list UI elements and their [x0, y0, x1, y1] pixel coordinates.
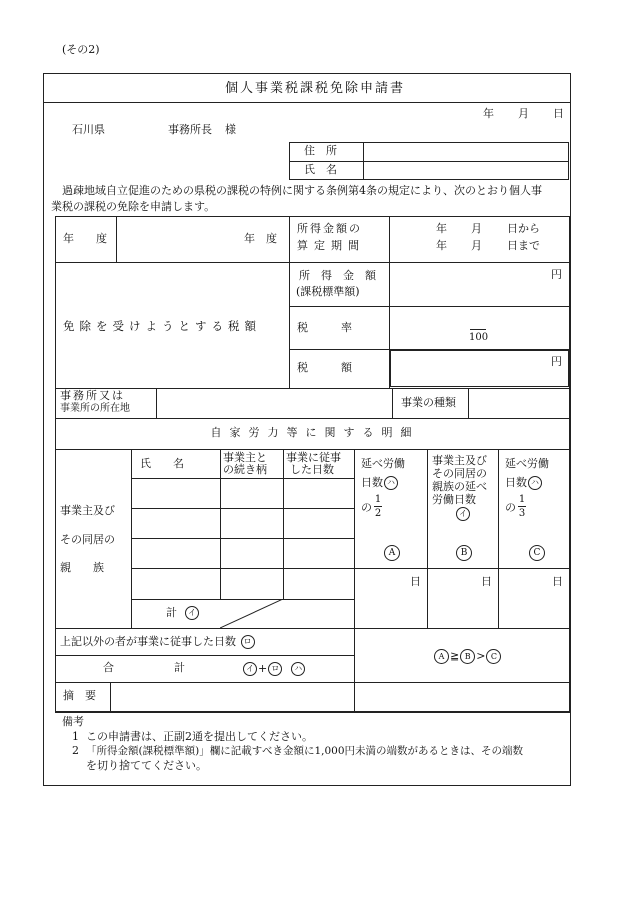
rate-denominator: 100 [469, 332, 489, 343]
income-unit: 円 [551, 268, 562, 281]
remarks-field[interactable] [112, 684, 568, 710]
date-day-label: 日 [553, 107, 564, 120]
period-to-suffix: 日まで [507, 239, 540, 252]
family-label-1: 事業主及び [60, 504, 115, 517]
col-c-header-2: 日数 [505, 476, 527, 489]
business-type-label: 事業の種類 [401, 396, 456, 409]
period-from-month: 月 [471, 222, 482, 235]
col-relation-header-2: の続き柄 [223, 463, 267, 476]
col-c-numerator: 1 [518, 494, 526, 505]
intro-line-1: 過疎地域自立促進のための県税の課税の特例に関する条例第4条の規定により、次のとおり個人事 [62, 184, 542, 197]
comparison-mark-a: A [434, 649, 449, 664]
col-name-header: 氏 名 [140, 457, 184, 470]
rate-label: 税 率 [297, 321, 352, 334]
mark-ro-total: ロ [268, 662, 282, 676]
total-label-1: 合 [103, 661, 114, 674]
form-number: (その2) [62, 43, 100, 56]
col-c-denominator: 3 [518, 508, 526, 519]
period-label-1: 所得金額の [297, 222, 362, 235]
col-c-fraction [518, 494, 526, 519]
col-relation-header-1: 事業主と [223, 451, 267, 464]
mark-ha-total: ハ [291, 662, 305, 676]
note-1: この申請書は、正副2通を提出してください。 [86, 730, 313, 743]
total-label-2: 計 [174, 661, 185, 674]
col-c-header-3: の [505, 501, 516, 514]
income-label-1: 所 得 金 額 [299, 269, 376, 282]
business-type-field[interactable] [470, 390, 568, 416]
exemption-label: 免除を受けようとする税額 [63, 319, 261, 333]
office-location-label-1: 事務所又は [60, 389, 125, 402]
period-to-month: 月 [471, 239, 482, 252]
date-month-label: 月 [518, 107, 529, 120]
note-2-line-2: を切り捨ててください。 [86, 759, 207, 772]
comparison-gt: > [476, 649, 486, 663]
applicant-name-field[interactable] [365, 162, 567, 179]
period-from-suffix: 日から [507, 222, 540, 235]
col-days-header-1: 事業に従事 [286, 451, 341, 464]
applicant-name-label: 氏 名 [304, 163, 337, 176]
tax-unit: 円 [551, 355, 562, 368]
page-title: 個人事業税課税免除申請書 [224, 81, 405, 96]
col-a-denominator: 2 [374, 508, 382, 519]
col-a-fraction [374, 494, 382, 519]
note-2-line-1: 「所得金額(課税標準額)」欄に記載すべき金額に1,000円未満の端数があるときは、その端数 [86, 745, 524, 757]
col-b-header-2: その同居の [432, 467, 487, 480]
day-unit-b: 日 [481, 575, 492, 588]
addressee-office: 事務所長 [168, 123, 212, 136]
date-year-label: 年 [483, 107, 494, 120]
col-a-header-1: 延べ労働 [361, 457, 405, 470]
rate-fraction-bar [470, 329, 486, 330]
mark-i-total: イ [243, 662, 257, 676]
day-unit-c: 日 [552, 575, 563, 588]
mark-ro-others: ロ [241, 635, 255, 649]
col-days-header-2: した日数 [290, 463, 334, 476]
col-c-header-1: 延べ労働 [505, 457, 549, 470]
mark-c: C [529, 545, 545, 561]
applicant-address-field[interactable] [365, 143, 567, 160]
comparison-ge: ≧ [450, 649, 460, 663]
intro-line-2: 業税の課税の免除を申請します。 [51, 200, 216, 213]
col-a-numerator: 1 [374, 494, 382, 505]
subtotal-diagonal [220, 599, 283, 628]
labor-section-title: 自家労力等に関する明細 [210, 426, 420, 439]
income-label-2: (課税標準額) [296, 285, 360, 298]
period-to-year: 年 [436, 239, 447, 252]
office-location-field[interactable] [158, 390, 390, 416]
subtotal-label: 計 [166, 606, 177, 619]
comparison-mark-c: C [486, 649, 501, 664]
period-from-year: 年 [436, 222, 447, 235]
col-a-header-3: の [361, 501, 372, 514]
notes-heading: 備考 [62, 715, 84, 728]
note-1-number: 1 [72, 730, 79, 743]
mark-i-b: イ [456, 507, 470, 521]
year-label: 年 度 [63, 232, 107, 245]
addressee-prefecture: 石川県 [72, 123, 105, 136]
mark-ha-a: ハ [384, 476, 398, 490]
mark-i-subtotal: イ [185, 606, 199, 620]
col-b-header-4: 労働日数 [432, 493, 476, 506]
income-field[interactable] [392, 266, 567, 304]
note-2-number: 2 [72, 744, 79, 757]
tax-label: 税 額 [297, 361, 352, 374]
mark-ha-c: ハ [528, 476, 542, 490]
family-label-2: その同居の [60, 533, 115, 546]
tax-amount-field[interactable] [390, 350, 569, 387]
family-label-3: 親 族 [60, 561, 104, 574]
others-label: 上記以外の者が事業に従事した日数 [60, 635, 236, 648]
applicant-address-label: 住 所 [304, 144, 337, 157]
col-b-header-1: 事業主及び [432, 454, 487, 467]
day-unit-a: 日 [410, 575, 421, 588]
total-plus: + [258, 662, 268, 675]
remarks-label: 摘 要 [63, 689, 96, 702]
col-a-header-2: 日数 [361, 476, 383, 489]
office-location-label-2: 事業所の所在地 [60, 403, 130, 414]
col-b-header-3: 親族の延べ [432, 480, 487, 493]
year-field[interactable] [118, 218, 238, 260]
comparison-mark-b: B [460, 649, 475, 664]
addressee-honorific: 様 [225, 123, 236, 136]
period-label-2: 算定期間 [297, 239, 365, 252]
mark-a: A [384, 545, 400, 561]
year-unit: 年 度 [244, 232, 277, 245]
mark-b: B [456, 545, 472, 561]
